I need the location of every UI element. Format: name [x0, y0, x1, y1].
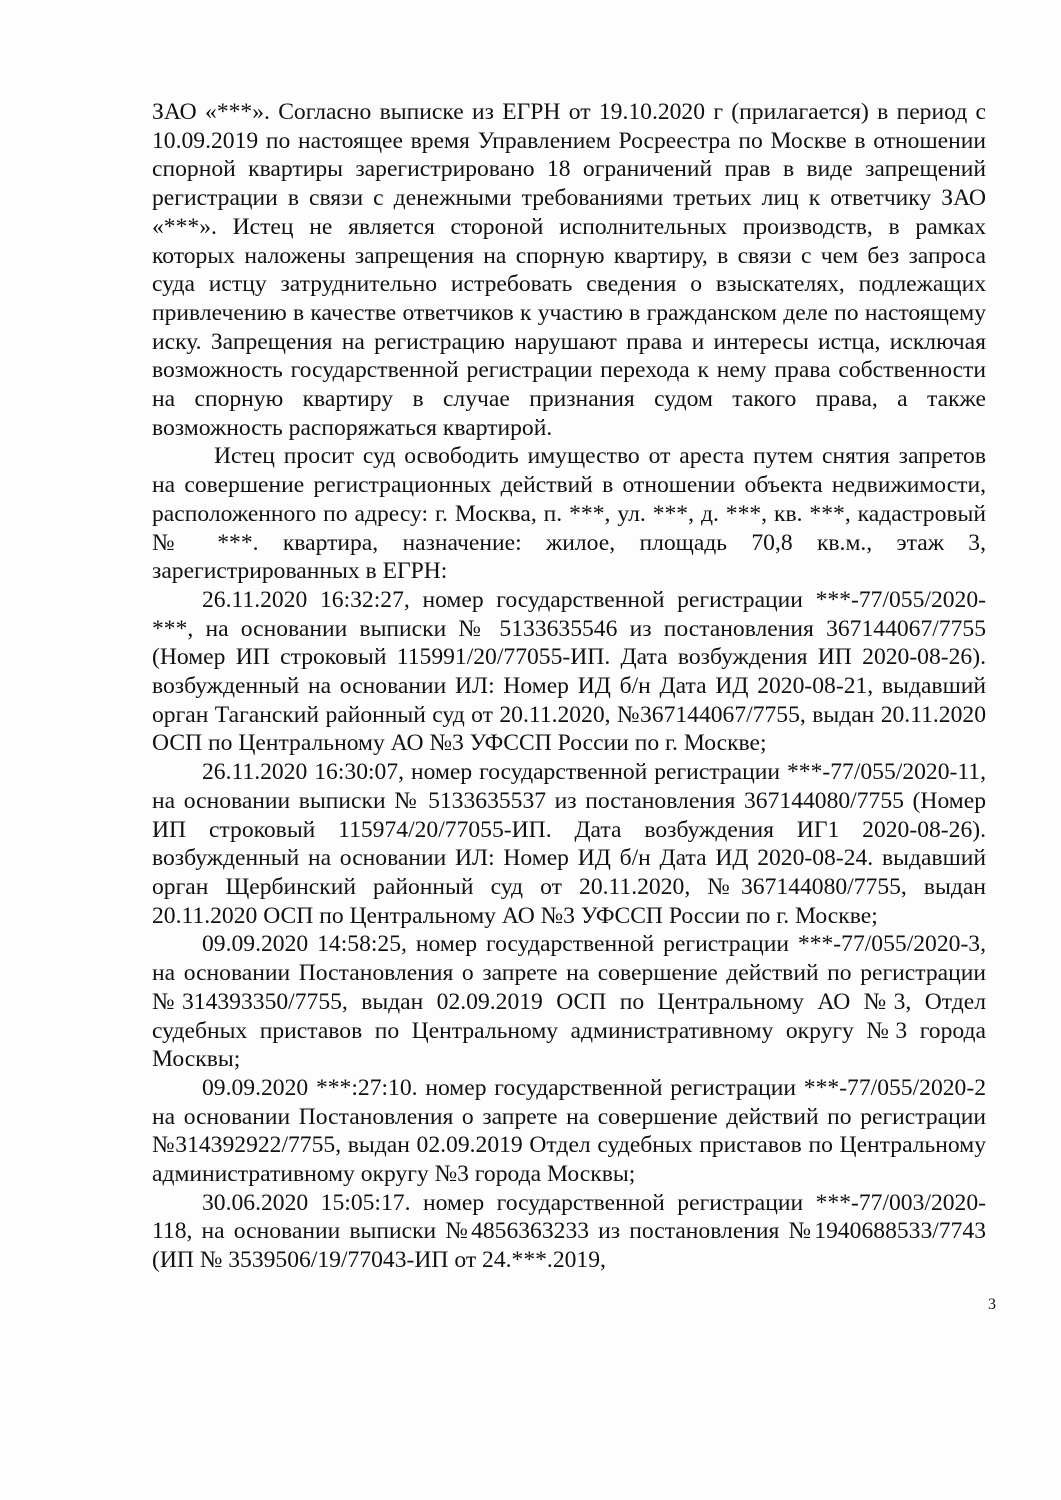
paragraph-entry-4: 09.09.2020 ***:27:10. номер государственной регистрации ***-77/055/2020-2 на основании Постановления о запрете на совершение действий по регистрации №314392922/7755, выдан 02.09.2019 Отдел судебных приставов по Центральному административному округу №3 города Москвы;: [152, 1074, 986, 1188]
document-body: [152, 98, 986, 1275]
paragraph-entry-1: 26.11.2020 16:32:27, номер государственной регистрации ***-77/055/2020-***, на основании выписки № 5133635546 из постановления 367144067/7755 (Номер ИП строковый 115991/20/77055-ИП. Дата возбуждения ИП 2020-08-26). возбужденный на основании ИЛ: Номер ИД б/н Дата ИД 2020-08-21, выдавший орган Таганский районный суд от 20.11.2020, №367144067/7755, выдан 20.11.2020 ОСП по Центральному АО №3 УФССП России по г. Москве;: [152, 586, 986, 757]
paragraph-claim: Истец просит суд освободить имущество от ареста путем снятия запретов на совершение регистрационных действий в отношении объекта недвижимости, расположенного по адресу: г. Москва, п. ***, ул. ***, д. ***, кв. ***, кадастровый № ***. квартира, назначение: жилое, площадь 70,8 кв.м., этаж 3, зарегистрированных в ЕГРН:: [152, 443, 986, 585]
paragraph-entry-5: 30.06.2020 15:05:17. номер государственной регистрации ***-77/003/2020-118, на основании выписки №4856363233 из постановления №1940688533/7743 (ИП № 3539506/19/77043-ИП от 24.***.2019,: [152, 1189, 986, 1274]
paragraph-entry-2: 26.11.2020 16:30:07, номер государственной регистрации ***-77/055/2020-11, на основании выписки № 5133635537 из постановления 367144080/7755 (Номер ИП строковый 115974/20/77055-ИП. Дата возбуждения ИГ1 2020-08-26). возбужденный на основании ИЛ: Номер ИД б/н Дата ИД 2020-08-24. выдавший орган Щербинский районный суд от 20.11.2020, №367144080/7755, выдан 20.11.2020 ОСП по Центральному АО №3 УФССП России по г. Москве;: [152, 759, 986, 929]
page-number: 3: [988, 1296, 996, 1313]
paragraph-entry-3: 09.09.2020 14:58:25, номер государственной регистрации ***-77/055/2020-3, на основании Постановления о запрете на совершение действий по регистрации №314393350/7755, выдан 02.09.2019 ОСП по Центральному АО №3, Отдел судебных приставов по Центральному административному округу №3 города Москвы;: [152, 931, 986, 1073]
paragraph-intro: ЗАО «***». Согласно выписке из ЕГРН от 19.10.2020 г (прилагается) в период с 10.09.2019 по настоящее время Управлением Росреестра по Москве в отношении спорной квартиры зарегистрировано 18 ограничений прав в виде запрещений регистрации в связи с денежными требованиями третьих лиц к ответчику ЗАО «***». Истец не является стороной исполнительных производств, в рамках которых наложены запрещения на спорную квартиру, в связи с чем без запроса суда истцу затруднительно истребовать сведения о взыскателях, подлежащих привлечению в качестве ответчиков к участию в гражданском деле по настоящему иску. Запрещения на регистрацию нарушают права и интересы истца, исключая возможность государственной регистрации перехода к нему права собственности на спорную квартиру в случае признания судом такого права, а также возможность распоряжаться квартирой.: [152, 99, 986, 441]
